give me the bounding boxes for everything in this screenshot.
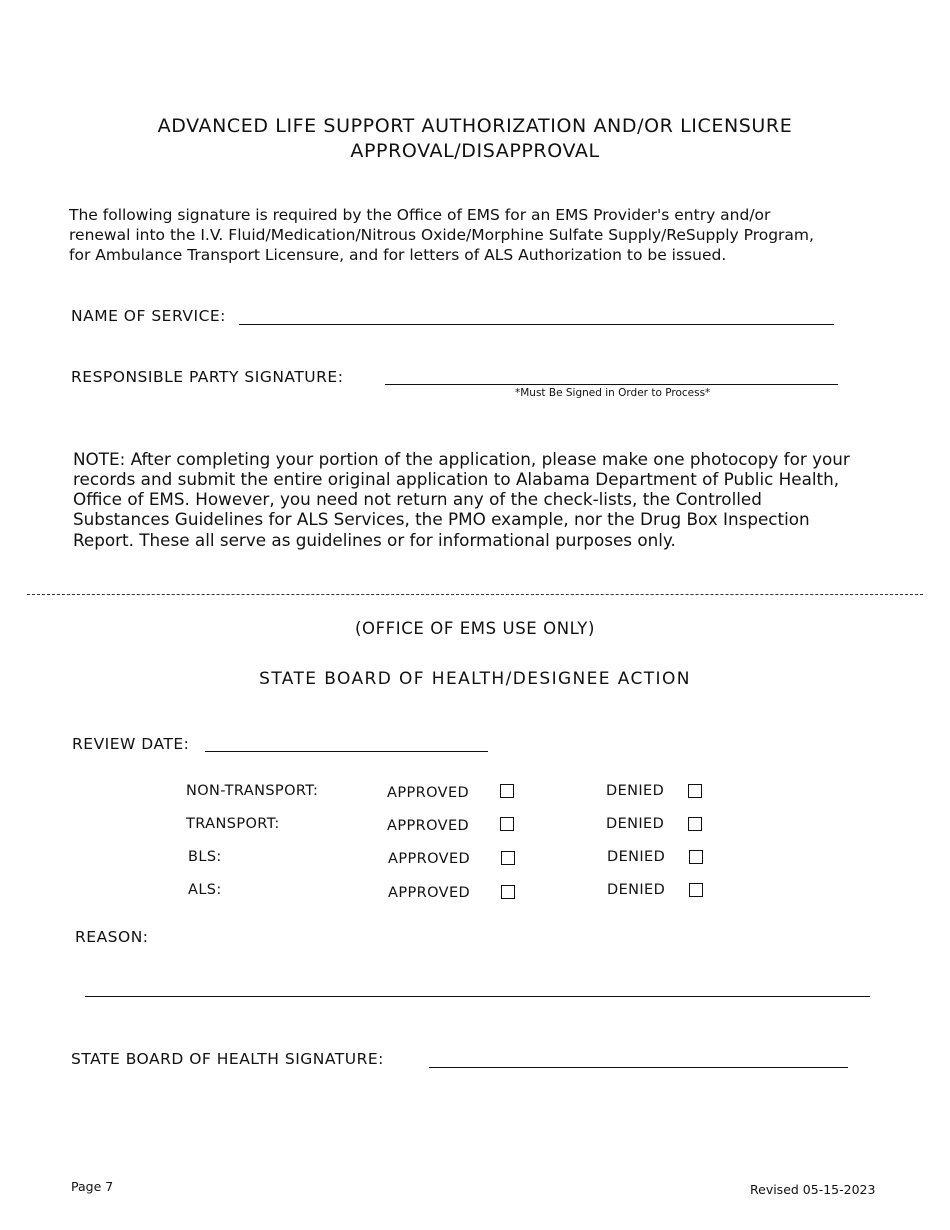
- non-transport-approved-checkbox[interactable]: [500, 784, 514, 798]
- transport-approved-checkbox[interactable]: [500, 817, 514, 831]
- note-line-5: Report. These all serve as guidelines or for informational purposes only.: [73, 530, 676, 550]
- review-date-label: REVIEW DATE:: [72, 735, 190, 753]
- name-of-service-field[interactable]: [239, 324, 834, 325]
- office-use-only: (OFFICE OF EMS USE ONLY): [354, 619, 596, 638]
- note-line-2: records and submit the entire original application to Alabama Department of Public Health,: [73, 469, 840, 489]
- als-approved-label: APPROVED: [388, 885, 471, 901]
- als-label: ALS:: [188, 882, 222, 898]
- bls-approved-checkbox[interactable]: [501, 851, 515, 865]
- name-of-service-label: NAME OF SERVICE:: [71, 307, 226, 325]
- page-number: Page 7: [71, 1179, 114, 1194]
- non-transport-denied-label: DENIED: [606, 783, 665, 799]
- intro-line-2: renewal into the I.V. Fluid/Medication/Nitrous Oxide/Morphine Sulfate Supply/ReSupply Program,: [69, 226, 814, 244]
- als-denied-label: DENIED: [607, 882, 666, 898]
- responsible-signature-field[interactable]: [385, 384, 838, 385]
- revised-date: Revised 05-15-2023: [750, 1182, 876, 1197]
- bls-denied-label: DENIED: [607, 849, 666, 865]
- intro-line-1: The following signature is required by the Office of EMS for an EMS Provider's entry and/or: [69, 206, 771, 224]
- note-line-4: Substances Guidelines for ALS Services, the PMO example, nor the Drug Box Inspection: [73, 509, 810, 529]
- bls-denied-checkbox[interactable]: [689, 850, 703, 864]
- reason-label: REASON:: [75, 928, 149, 946]
- action-heading: STATE BOARD OF HEALTH/DESIGNEE ACTION: [259, 669, 691, 689]
- note-line-1: NOTE: After completing your portion of the application, please make one photocopy for your: [73, 449, 850, 469]
- non-transport-approved-label: APPROVED: [387, 785, 470, 801]
- responsible-signature-label: RESPONSIBLE PARTY SIGNATURE:: [71, 368, 344, 386]
- als-approved-checkbox[interactable]: [501, 885, 515, 899]
- reason-field[interactable]: [85, 996, 870, 997]
- transport-label: TRANSPORT:: [186, 816, 280, 832]
- board-signature-field[interactable]: [429, 1067, 848, 1068]
- note-line-3: Office of EMS. However, you need not return any of the check-lists, the Controlled: [73, 489, 762, 509]
- form-title-line1: ADVANCED LIFE SUPPORT AUTHORIZATION AND/OR LICENSURE: [157, 115, 793, 137]
- bls-approved-label: APPROVED: [388, 851, 471, 867]
- review-date-field[interactable]: [205, 751, 488, 752]
- must-sign-note: *Must Be Signed in Order to Process*: [515, 387, 711, 399]
- transport-approved-label: APPROVED: [387, 818, 470, 834]
- non-transport-label: NON-TRANSPORT:: [186, 783, 319, 799]
- form-title-line2: APPROVAL/DISAPPROVAL: [350, 140, 600, 162]
- bls-label: BLS:: [188, 849, 222, 865]
- section-divider: [27, 594, 923, 595]
- transport-denied-checkbox[interactable]: [688, 817, 702, 831]
- intro-line-3: for Ambulance Transport Licensure, and for letters of ALS Authorization to be issued.: [69, 246, 727, 264]
- non-transport-denied-checkbox[interactable]: [688, 784, 702, 798]
- board-signature-label: STATE BOARD OF HEALTH SIGNATURE:: [71, 1050, 384, 1068]
- als-denied-checkbox[interactable]: [689, 883, 703, 897]
- transport-denied-label: DENIED: [606, 816, 665, 832]
